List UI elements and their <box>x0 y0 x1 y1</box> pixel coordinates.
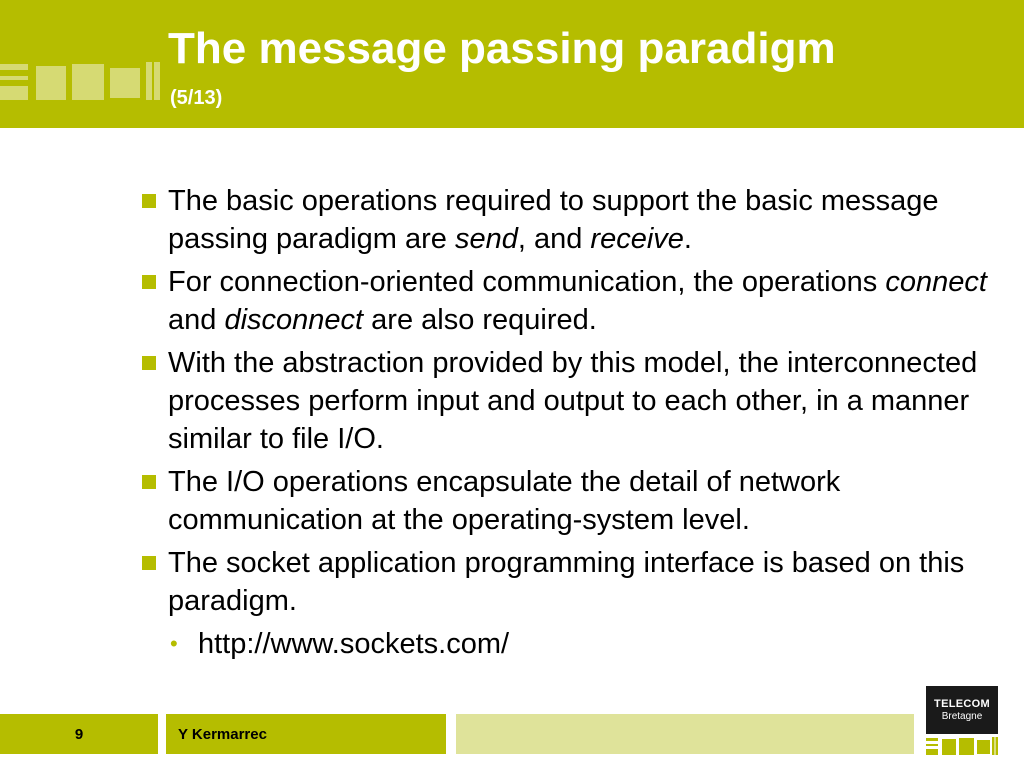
logo-line1: TELECOM <box>934 697 990 710</box>
page-number: 9 <box>0 714 158 754</box>
bullet-text: With the abstraction provided by this model, the interconnected processes perform input and output to each other, in a manner similar to file I/O. <box>168 347 978 455</box>
footer-author: Y Kermarrec <box>166 714 446 754</box>
footer-bar <box>456 714 914 754</box>
square-bullet-icon <box>142 556 156 570</box>
sub-bullet-link[interactable]: http://www.sockets.com/ <box>198 628 510 660</box>
square-bullet-icon <box>142 475 156 489</box>
slide-subtitle: (5/13) <box>170 87 223 109</box>
bullet-text: For connection-oriented communication, the operations <box>168 266 886 298</box>
telecom-bretagne-logo <box>926 686 998 758</box>
bullet-list <box>140 182 1010 663</box>
bullet-item <box>140 344 1010 458</box>
dot-bullet-icon: • <box>170 631 178 656</box>
bullet-item <box>140 544 1010 620</box>
bullet-text: and <box>168 304 225 336</box>
slide-title: The message passing paradigm <box>168 24 836 73</box>
bullet-item <box>140 263 1010 339</box>
bullet-text: are also required. <box>363 304 597 336</box>
brand-mark-icon <box>926 736 998 756</box>
bullet-text: The I/O operations encapsulate the detail of network communication at the operating-system level. <box>168 466 841 536</box>
bullet-item <box>140 182 1010 258</box>
bullet-italic-text: send <box>454 223 518 255</box>
logo-line2: Bretagne <box>941 710 983 722</box>
bullet-text: The socket application programming interface is based on this paradigm. <box>168 547 965 617</box>
bullet-text: , and <box>517 223 591 255</box>
bullet-item <box>140 463 1010 539</box>
bullet-italic-text: disconnect <box>224 304 364 336</box>
bullet-text: . <box>683 223 692 255</box>
bullet-italic-text: receive <box>590 223 684 255</box>
square-bullet-icon <box>142 356 156 370</box>
logo-box <box>926 686 998 734</box>
bullet-italic-text: connect <box>885 266 987 298</box>
square-bullet-icon <box>142 275 156 289</box>
bullet-text: The basic operations required to support the basic message passing paradigm are <box>168 185 939 255</box>
sub-bullet-item <box>140 625 1010 663</box>
square-bullet-icon <box>142 194 156 208</box>
brand-watermark-icon <box>0 58 160 106</box>
header-bar <box>0 0 1024 128</box>
